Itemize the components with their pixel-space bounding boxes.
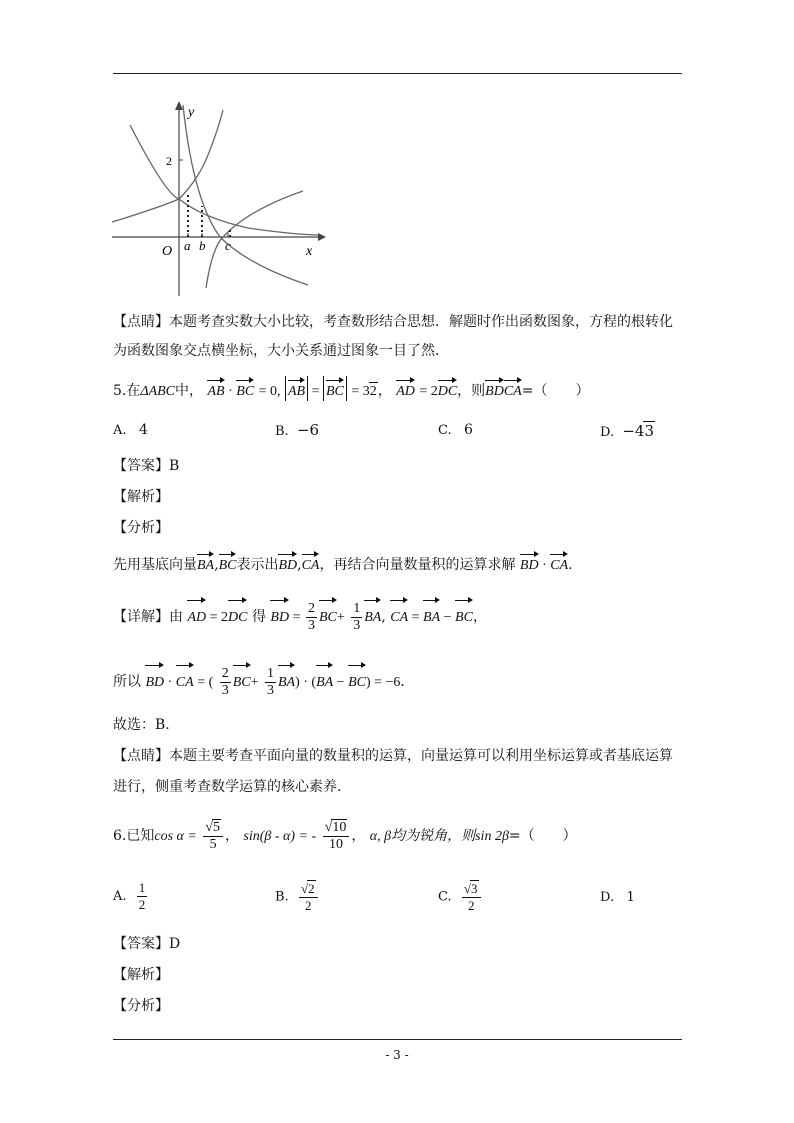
fraction-2-3-b: $\frac{2}{3}$: [221, 665, 229, 698]
option-text: −6: [296, 421, 320, 439]
q5-number: 5.在: [113, 383, 141, 399]
option-letter: C.: [438, 889, 452, 905]
fraction-root10-over-10: $\frac{√10}{10}$: [323, 819, 350, 853]
option-letter: A.: [113, 423, 127, 438]
vec-AD: AD: [396, 376, 415, 401]
vec-BA-4: BA: [278, 661, 295, 698]
vec-BA: BA: [197, 550, 214, 575]
q5-cond2: = 3: [351, 384, 370, 399]
option-letter: D.: [600, 890, 615, 905]
option-fraction: $\frac{√2}{2}$: [299, 880, 318, 914]
vec-BC-5: BC: [233, 661, 251, 698]
page-number: - 3 -: [385, 1048, 409, 1062]
option-fraction: $\frac{1}{2}$: [138, 880, 146, 912]
vec-CA-2: CA: [302, 550, 320, 575]
q5-root2: 2: [369, 384, 377, 399]
vec-BC-2: BC: [219, 550, 237, 575]
q6-target: sin 2β: [475, 829, 509, 844]
q5-answer: 【答案】B: [113, 458, 180, 474]
q5-in: 中，: [175, 383, 204, 399]
text-span: 表示出: [236, 557, 279, 573]
text-span: ，再结合向量数量积的运算求解: [319, 557, 516, 573]
option-root: 3: [644, 422, 655, 440]
point-a-label: a: [184, 238, 191, 253]
q5-comment-line1: 【点睛】本题主要考查平面向量的数量积的运算，向量运算可以利用坐标运算或者基底运算: [113, 748, 673, 764]
vec-BA-3: BA: [423, 596, 440, 633]
q5-triangle: ΔABC: [140, 384, 176, 399]
option-text: −4: [622, 422, 645, 440]
detail-get: 得: [251, 609, 266, 625]
vec-BD-4: BD: [270, 596, 289, 633]
q5-paren: =（ ）: [521, 383, 590, 399]
vec-CA: CA: [504, 376, 522, 401]
q4-comment-line1: 【点睛】本题考查实数大小比较，考查数形结合思想．解题时作出函数图象，方程的根转化: [113, 314, 673, 330]
option-letter: B.: [275, 424, 289, 439]
detail-label: 【详解】由: [113, 609, 183, 625]
point-c-label: c: [225, 238, 231, 253]
vec-BD-3: BD: [520, 550, 539, 575]
y-axis-arrow: [175, 101, 183, 110]
option-letter: C.: [438, 423, 452, 438]
q6-option-a: [113, 880, 149, 913]
y-axis-label: y: [188, 105, 195, 120]
q5-detail-line: 【详解】由 AD = 2DC 得 BD = $\frac{2}{3}$ BC+ $\frac{1}{3}$ BA, CA = BA − BC，: [113, 596, 487, 634]
q5-stem: 5.在ΔABC中， AB · BC = 0, AB = BC = 32， AD = 2DC，则BDCA=（ ）: [113, 376, 589, 401]
vec-CA-3: CA: [550, 550, 568, 575]
option-fraction: $\frac{√3}{2}$: [462, 880, 481, 914]
q5-cond3: = 2: [419, 384, 438, 399]
vec-BA-5: BA: [316, 661, 333, 698]
vec-DC: DC: [438, 376, 457, 401]
q6-stem: 6.已知cos α = $\frac{√5}{5}$ ， sin(β - α) = - $\frac{√10}{10}$ ， α, β均为锐角，则sin 2β=（ ）: [113, 820, 577, 852]
vec-BD: BD: [485, 376, 504, 401]
q6-angles: α, β均为锐角，则: [369, 829, 476, 844]
q5-choose: 故选：B.: [113, 717, 170, 733]
vec-BC-3: BC: [319, 596, 337, 633]
vec-BC: BC: [236, 376, 254, 401]
decreasing-exponential-curve: [130, 125, 318, 235]
q6-fenxi-label: 【分析】: [113, 998, 169, 1014]
q5-option-c: [438, 421, 473, 440]
x-axis-arrow: [318, 233, 326, 241]
fraction-1-3: $\frac{1}{3}$: [353, 600, 361, 633]
option-text: 4: [138, 422, 148, 438]
y-tick-2-label: 2: [166, 154, 172, 168]
option-text: 6: [464, 422, 473, 438]
q5-fenxi-label: 【分析】: [113, 520, 169, 536]
point-b-label: b: [199, 238, 206, 253]
origin-label: O: [162, 244, 173, 259]
fraction-2-3: $\frac{2}{3}$: [307, 600, 315, 633]
vec-BC-6: BC: [348, 661, 366, 698]
function-graph-figure: [108, 100, 348, 300]
abs-BC: BC: [323, 376, 347, 401]
q6-cos-alpha: cos α =: [154, 829, 197, 844]
q5-option-a: [113, 421, 148, 440]
vec-BC-4: BC: [455, 596, 473, 633]
abs-AB: AB: [285, 376, 308, 401]
logarithmic-curve: [206, 191, 303, 288]
vec-DC-2: DC: [228, 596, 247, 633]
so-label: 所以: [113, 674, 141, 690]
result-value: = −6．: [374, 675, 415, 690]
q6-option-d: [600, 889, 635, 907]
vec-CA-4: CA: [390, 596, 408, 633]
q5-cond1: = 0,: [258, 384, 281, 399]
q5-fenxi-text: 先用基底向量BA,BC表示出BD,CA，再结合向量数量积的运算求解 BD · CA.: [113, 550, 573, 575]
x-axis-label: x: [306, 244, 313, 259]
q6-analysis-label: 【解析】: [113, 967, 169, 983]
option-text: 1: [626, 890, 635, 905]
q6-number: 6.已知: [113, 828, 155, 844]
q6-option-c: [438, 880, 483, 914]
q5-so-line: 所以 BD · CA = ( $\frac{2}{3}$ BC+ $\frac{1}{3}$ BA) · (BA − BC) = −6．: [113, 661, 414, 699]
q5-option-b: [275, 421, 319, 441]
q4-comment-line2: 为函数图象交点横坐标，大小关系通过图象一目了然．: [113, 343, 449, 359]
decreasing-log-curve: [183, 105, 308, 285]
header-rule: [113, 73, 682, 74]
fraction-root5-over-5: $\frac{√5}{5}$: [203, 819, 223, 853]
q6-answer: 【答案】D: [113, 936, 181, 952]
footer-rule: [113, 1039, 682, 1040]
q6-sin-expr: sin(β - α) = -: [243, 829, 317, 844]
q5-analysis-label: 【解析】: [113, 489, 169, 505]
text-span: 先用基底向量: [113, 557, 197, 573]
vec-BD-5: BD: [145, 661, 164, 698]
vec-AD-2: AD: [187, 596, 206, 633]
vec-BD-2: BD: [278, 550, 297, 575]
q5-option-d: [600, 421, 655, 442]
q5-ask: ，则: [457, 383, 486, 399]
vec-BA-2: BA: [364, 596, 381, 633]
option-letter: B.: [275, 889, 289, 905]
option-letter: D.: [600, 425, 615, 440]
vec-CA-5: CA: [176, 661, 194, 698]
vec-AB: AB: [207, 376, 224, 401]
option-letter: A.: [113, 889, 127, 904]
q5-comment-line2: 进行，侧重考查数学运算的核心素养.: [113, 779, 342, 795]
q6-paren: =（ ）: [508, 828, 577, 844]
q6-option-b: [275, 880, 320, 914]
fraction-1-3-b: $\frac{1}{3}$: [266, 665, 274, 698]
